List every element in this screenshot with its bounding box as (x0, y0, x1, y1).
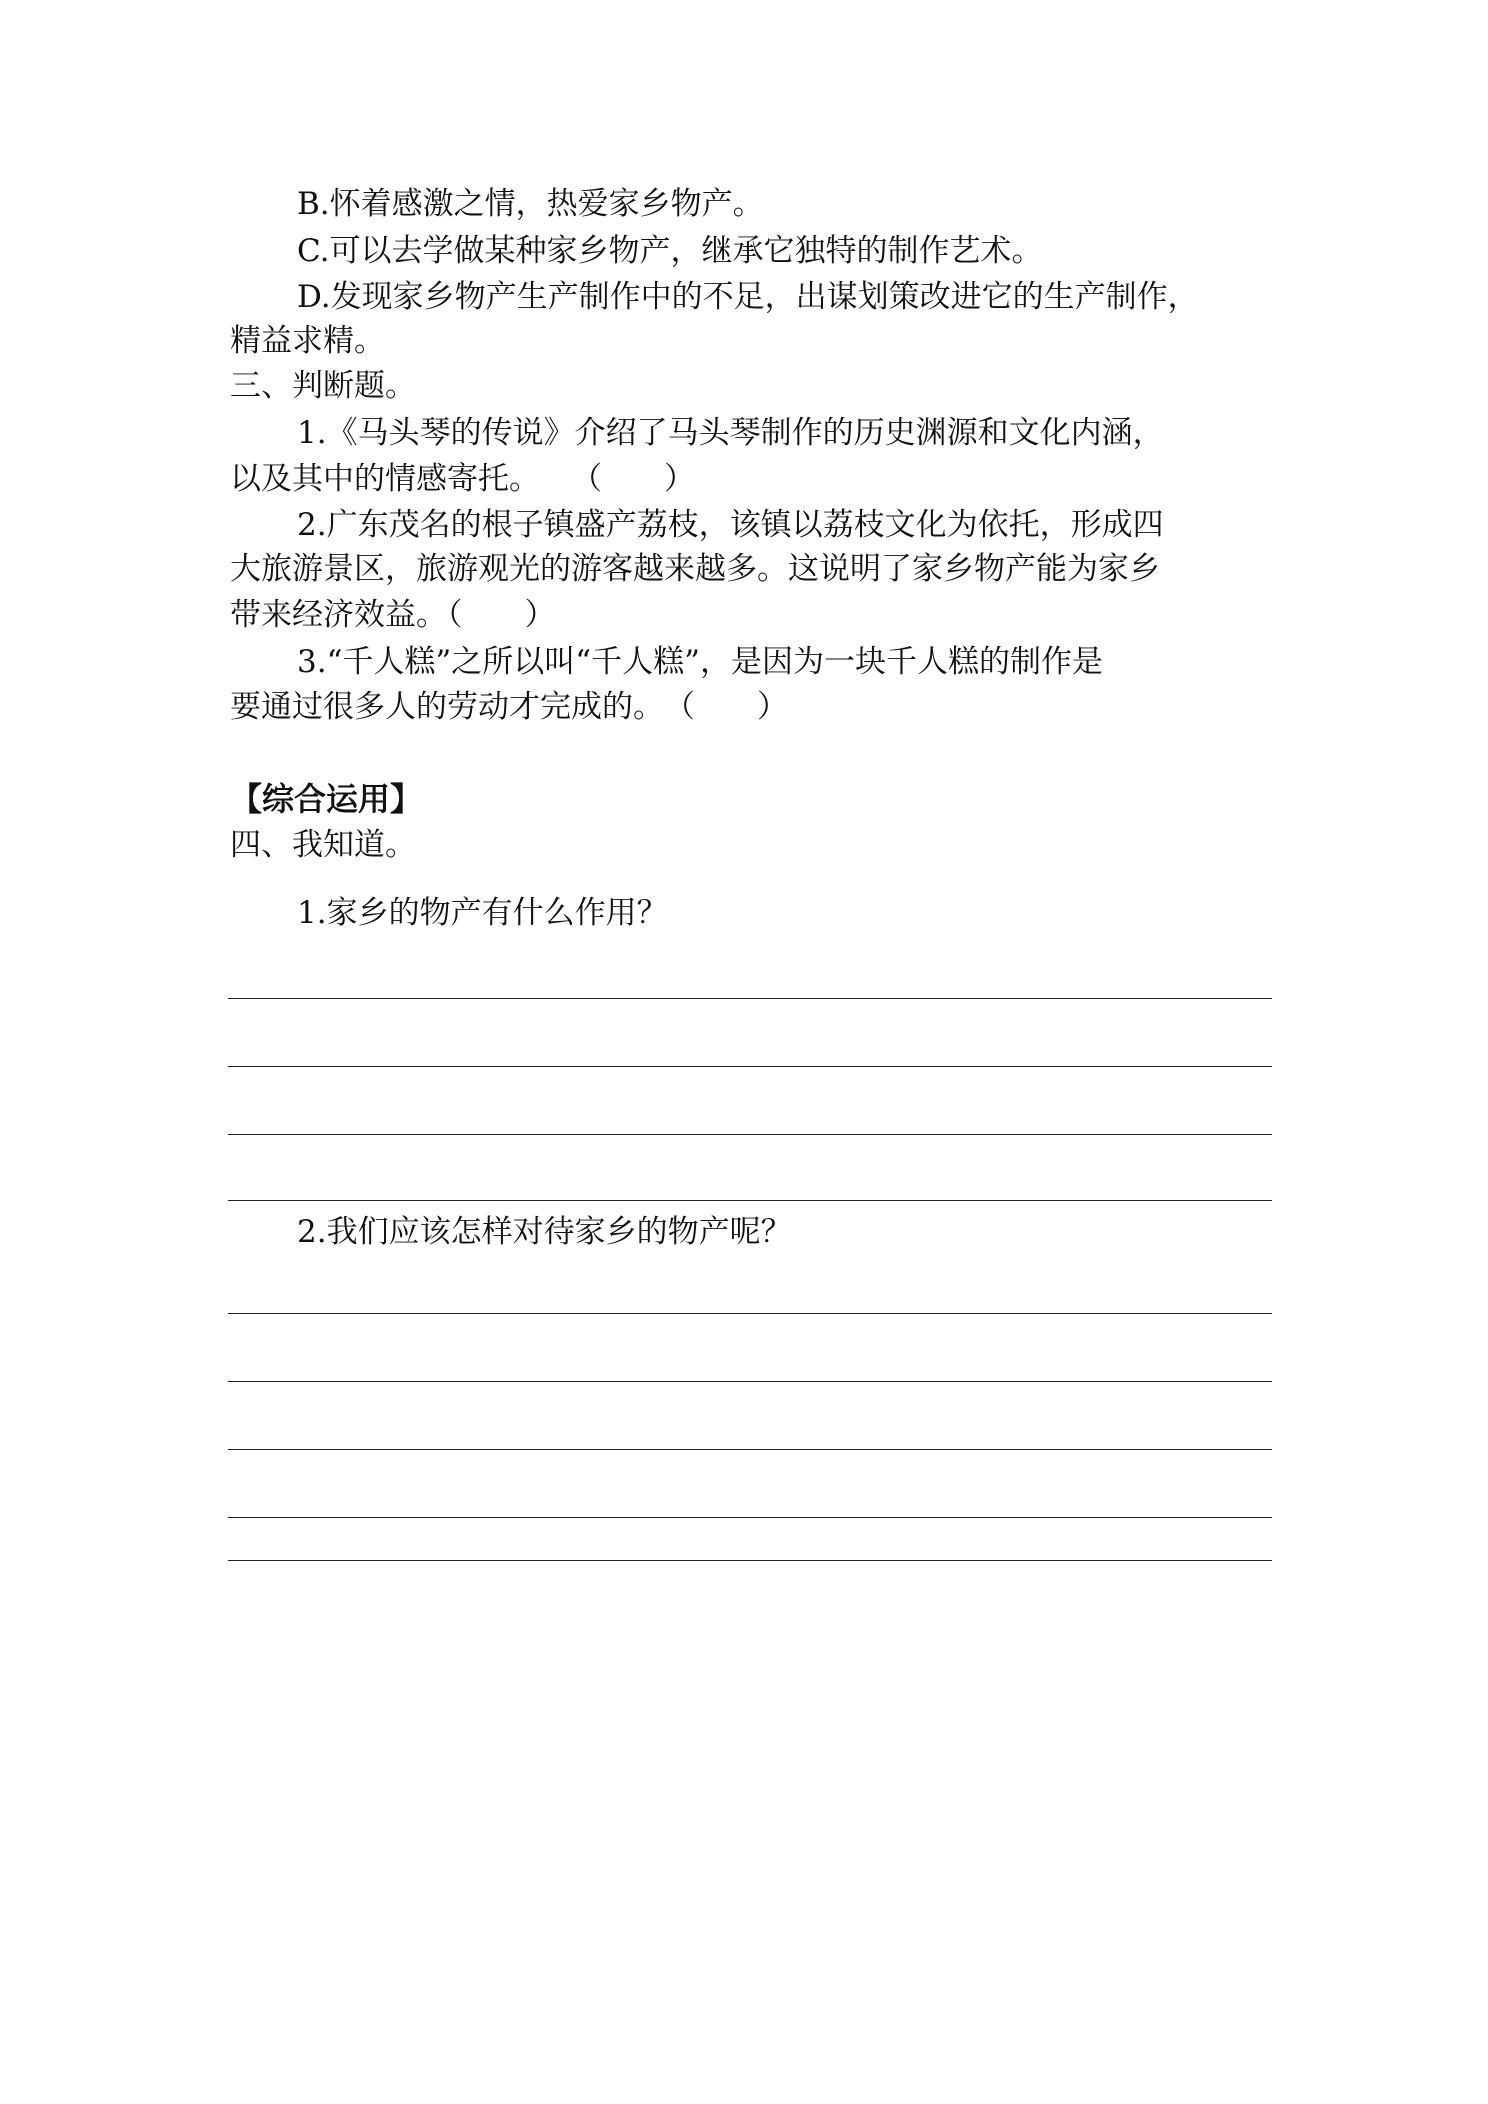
judge-q3-line1: 3.“千人糕”之所以叫“千人糕”，是因为一块千人糕的制作是 (297, 644, 1103, 680)
judge-q3-line2: 要通过很多人的劳动才完成的。 （ ） (230, 689, 788, 725)
section-4-title: 四、我知道。 (230, 827, 416, 863)
option-d-line2: 精益求精。 (230, 323, 385, 359)
answer-line[interactable] (228, 1381, 1272, 1382)
option-b: B.怀着感激之情，热爱家乡物产。 (297, 186, 764, 222)
judge-q2-line1: 2.广东茂名的根子镇盛产荔枝，该镇以荔枝文化为依托，形成四 (297, 507, 1164, 543)
option-c: C.可以去学做某种家乡物产，继承它独特的制作艺术。 (297, 233, 1043, 269)
answer-line[interactable] (228, 1066, 1272, 1067)
answer-line[interactable] (228, 1134, 1272, 1135)
judge-q1-line2: 以及其中的情感寄托。 （ ） (230, 461, 695, 497)
answer-line[interactable] (228, 998, 1272, 999)
answer-line[interactable] (228, 1560, 1272, 1561)
section-3-title: 三、判断题。 (230, 368, 416, 404)
comprehensive-heading: 【综合运用】 (230, 780, 423, 818)
know-q1: 1.家乡的物产有什么作用？ (297, 895, 668, 931)
judge-q2-line2: 大旅游景区，旅游观光的游客越来越多。这说明了家乡物产能为家乡 (230, 551, 1160, 587)
option-d-line1: D.发现家乡物产生产制作中的不足，出谋划策改进它的生产制作， (297, 279, 1199, 315)
answer-line[interactable] (228, 1517, 1272, 1518)
judge-q2-line3: 带来经济效益。（ ） (230, 597, 556, 633)
know-q2: 2.我们应该怎样对待家乡的物产呢？ (297, 1214, 792, 1250)
judge-q1-line1: 1.《马头琴的传说》介绍了马头琴制作的历史渊源和文化内涵， (297, 415, 1164, 451)
answer-line[interactable] (228, 1313, 1272, 1314)
answer-line[interactable] (228, 1200, 1272, 1201)
answer-line[interactable] (228, 1449, 1272, 1450)
